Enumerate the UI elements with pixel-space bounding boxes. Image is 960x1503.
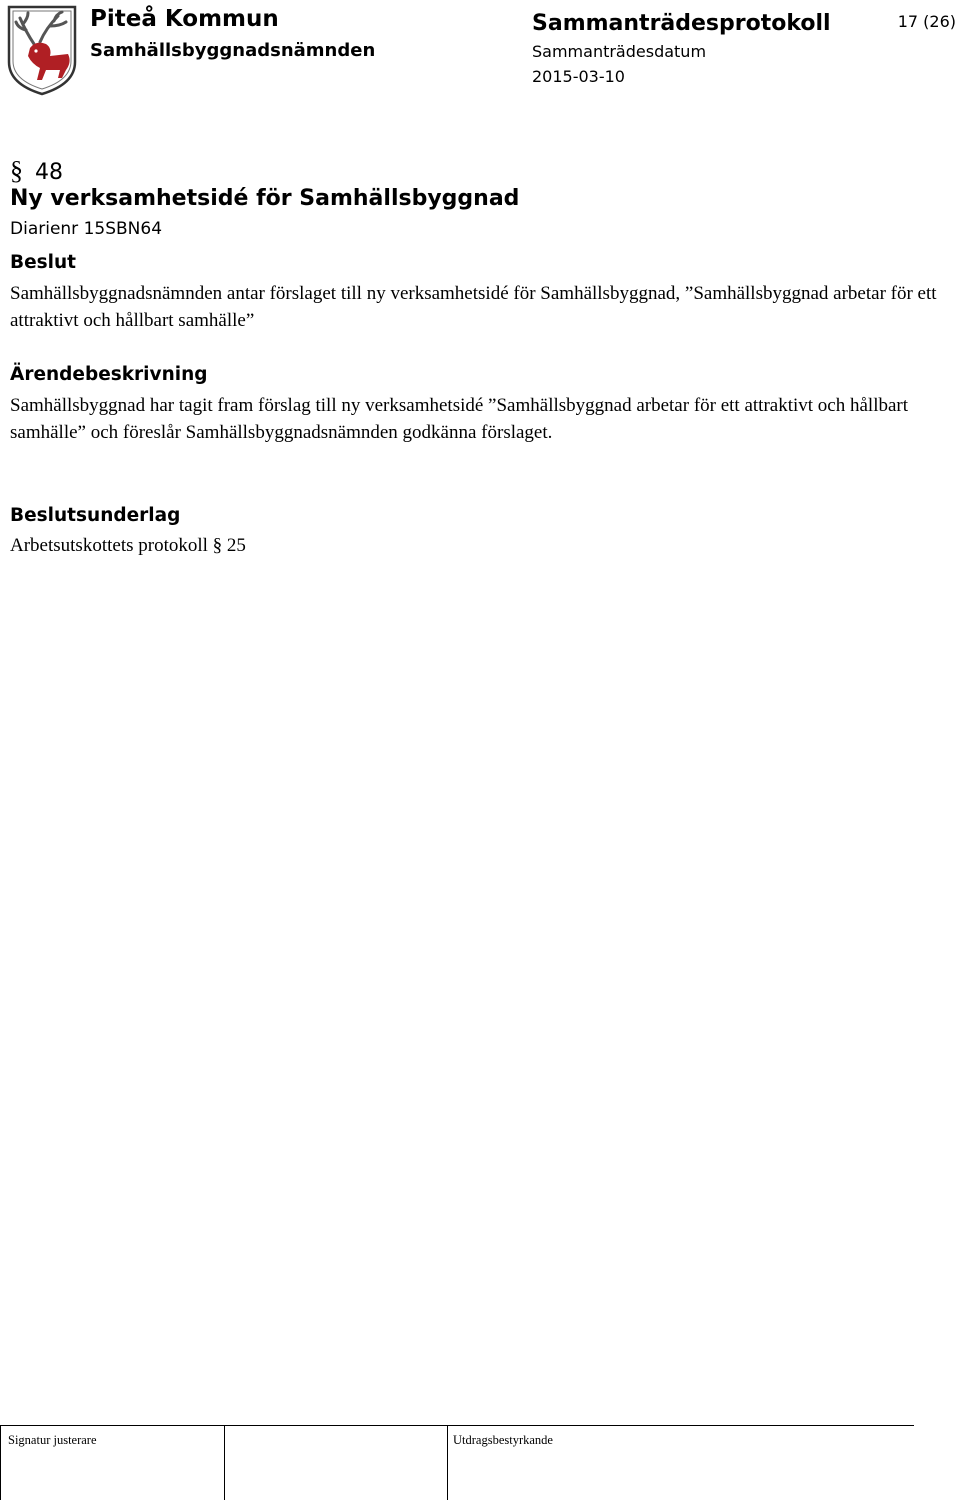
- signature-footer: [0, 1425, 914, 1500]
- utdragsbestyrkande-label: Utdragsbestyrkande: [453, 1433, 553, 1447]
- document-type: Sammanträdesprotokoll: [532, 11, 831, 36]
- beslut-text: Samhällsbyggnadsnämnden antar förslaget till ny verksamhetsidé för Samhällsbyggnad, ”Samhällsbyggnad arbetar för ett attraktivt och hållbart samhälle”: [10, 283, 937, 331]
- paragraph-number: 48: [35, 160, 63, 185]
- arendebeskrivning-text: Samhällsbyggnad har tagit fram förslag till ny verksamhetsidé ”Samhällsbyggnad arbetar för ett attraktivt och hållbart samhälle” och föreslår Samhällsbyggnadsnämnden godkänna förslaget.: [10, 395, 909, 443]
- paragraph-title: Ny verksamhetsidé för Samhällsbyggnad: [10, 186, 520, 211]
- committee-name: Samhällsbyggnadsnämnden: [90, 40, 376, 61]
- paragraph-heading: [10, 156, 63, 186]
- beslut-heading: Beslut: [10, 252, 77, 273]
- beslutsunderlag-heading: Beslutsunderlag: [10, 505, 181, 526]
- signatur-justerare-label: Signatur justerare: [8, 1433, 97, 1447]
- meeting-date-value: 2015-03-10: [532, 67, 625, 86]
- beslutsunderlag-text: Arbetsutskottets protokoll § 25: [10, 535, 246, 556]
- arendebeskrivning-heading: Ärendebeskrivning: [10, 364, 208, 385]
- page-number: 17 (26): [897, 12, 956, 31]
- section-symbol: §: [10, 156, 23, 185]
- org-name: Piteå Kommun: [90, 6, 279, 32]
- diarienr: Diarienr 15SBN64: [10, 219, 163, 239]
- footer-divider: [447, 1426, 448, 1500]
- footer-divider: [0, 1426, 1, 1500]
- footer-divider: [224, 1426, 225, 1500]
- meeting-date-label: Sammanträdesdatum: [532, 42, 707, 61]
- reindeer-coat-of-arms-icon: [6, 4, 78, 96]
- footer-top-line: [0, 1425, 914, 1426]
